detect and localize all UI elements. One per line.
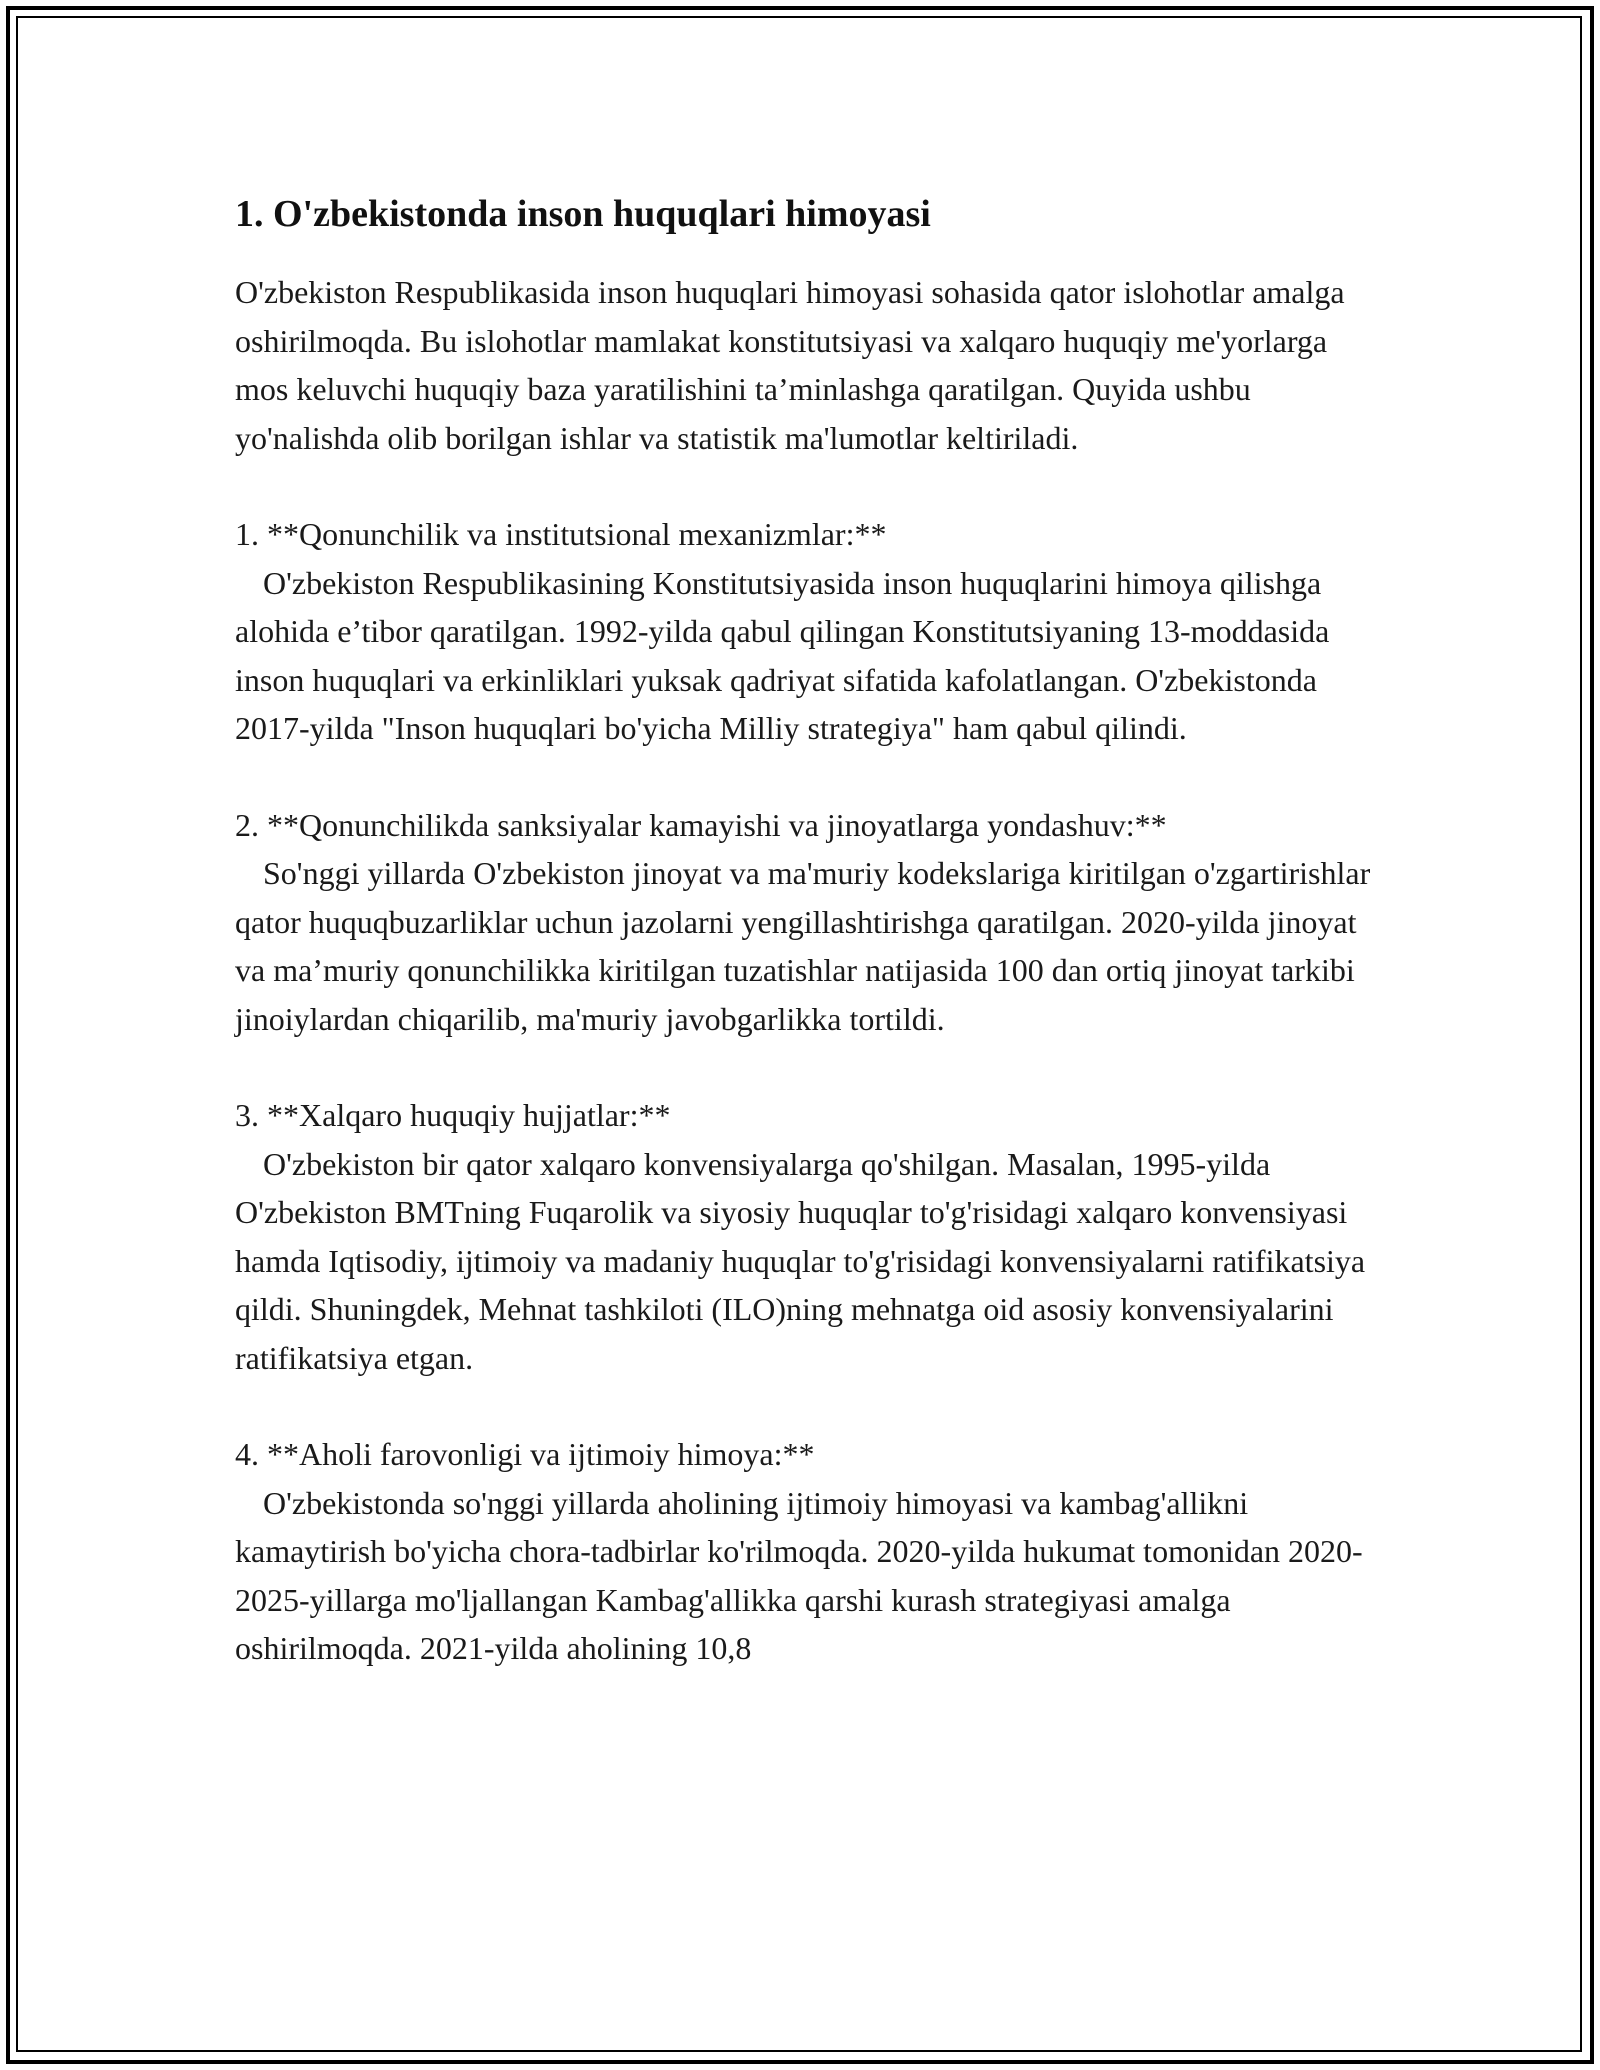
- section-heading: 1. **Qonunchilik va institutsional mexanizmlar:**: [235, 516, 887, 552]
- section-2: [235, 801, 1375, 1044]
- section-body: So'nggi yillarda O'zbekiston jinoyat va ma'muriy kodekslariga kiritilgan o'zgartirishlar qator huquqbuzarliklar uchun jazolarni yengillashtirishga qaratilgan. 2020-yilda jinoyat va ma’muriy qonunchilikka kiritilgan tuzatishlar natijasida 100 dan ortiq jinoyat tarkibi jinoiylardan chiqarilib, ma'muriy javobgarlikka tortildi.: [235, 855, 1371, 1037]
- section-3: [235, 1091, 1375, 1382]
- document-title: 1. O'zbekistonda inson huquqlari himoyasi: [235, 193, 931, 235]
- section-body: O'zbekistonda so'nggi yillarda aholining ijtimoiy himoyasi va kambag'allikni kamaytirish bo'yicha chora-tadbirlar ko'rilmoqda. 2020-yilda hukumat tomonidan 2020-2025-yillarga mo'ljallangan Kambag'allikka qarshi kurash strategiyasi amalga oshirilmoqda. 2021-yilda aholining 10,8: [235, 1484, 1363, 1666]
- section-4: [235, 1430, 1375, 1673]
- intro-paragraph: O'zbekiston Respublikasida inson huquqlari himoyasi sohasida qator islohotlar amalga oshirilmoqda. Bu islohotlar mamlakat konstitutsiyasi va xalqaro huquqiy me'yorlarga mos keluvchi huquqiy baza yaratilishini ta’minlashga qaratilgan. Quyida ushbu yo'nalishda olib borilgan ishlar va statistik ma'lumotlar keltiriladi.: [235, 274, 1353, 456]
- section-heading: 3. **Xalqaro huquqiy hujjatlar:**: [235, 1097, 671, 1133]
- document-page: [235, 186, 1375, 1721]
- section-body: O'zbekiston Respublikasining Konstitutsiyasida inson huquqlarini himoya qilishga alohida e’tibor qaratilgan. 1992-yilda qabul qilingan Konstitutsiyaning 13-moddasida inson huquqlari va erkinliklari yuksak qadriyat sifatida kafolatlangan. O'zbekistonda 2017-yilda "Inson huquqlari bo'yicha Milliy strategiya" ham qabul qilindi.: [235, 564, 1330, 746]
- section-body: O'zbekiston bir qator xalqaro konvensiyalarga qo'shilgan. Masalan, 1995-yilda O'zbekiston BMTning Fuqarolik va siyosiy huquqlar to'g'risidagi xalqaro konvensiyasi hamda Iqtisodiy, ijtimoiy va madaniy huquqlar to'g'risidagi konvensiyalarni ratifikatsiya qildi. Shuningdek, Mehnat tashkiloti (ILO)ning mehnatga oid asosiy konvensiyalarini ratifikatsiya etgan.: [235, 1145, 1366, 1376]
- section-1: [235, 510, 1375, 753]
- section-heading: 4. **Aholi farovonligi va ijtimoiy himoya:**: [235, 1436, 815, 1472]
- section-heading: 2. **Qonunchilikda sanksiyalar kamayishi va jinoyatlarga yondashuv:**: [235, 806, 1167, 843]
